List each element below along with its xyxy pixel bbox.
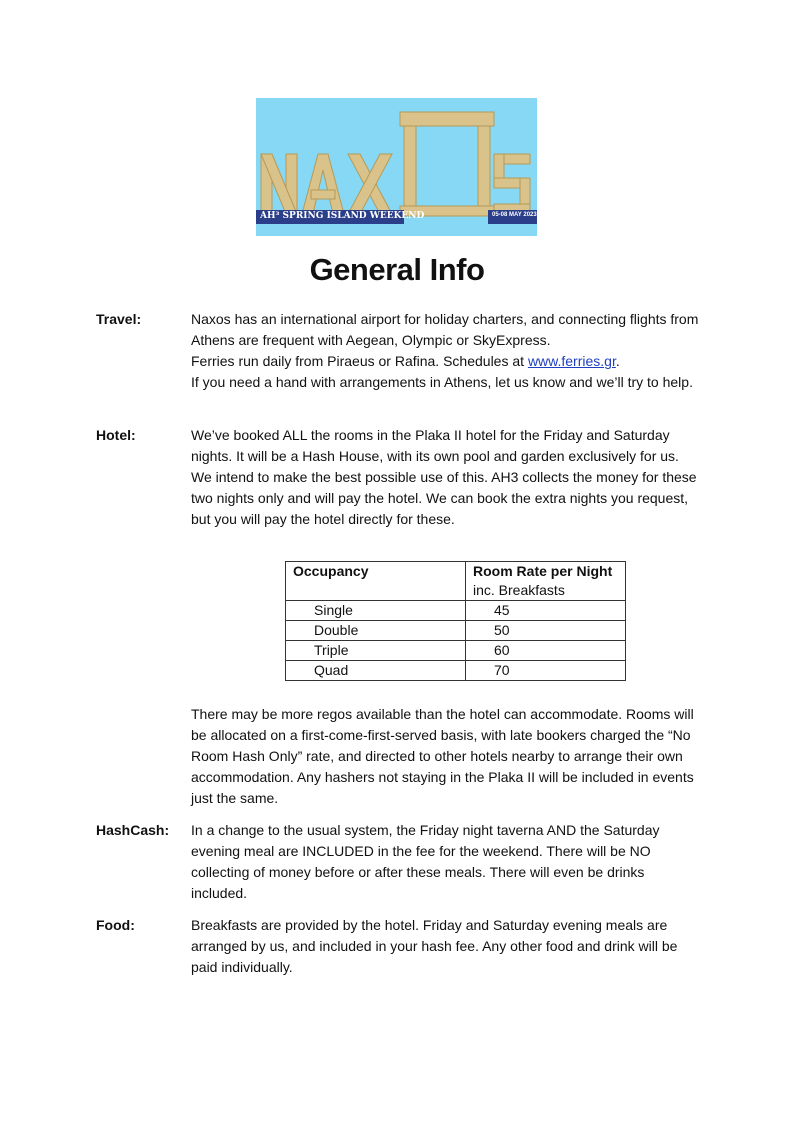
hotel-text: We’ve booked ALL the rooms in the Plaka II hotel for the Friday and Saturday nights. It will be a Hash House, with its own pool and garden exclusively for us. We intend to make the best possible use of this. AH3 collects the money for these two nights only and will pay the hotel. We can book the extra nights you request, but you will pay the hotel directly for these. — [191, 427, 697, 527]
occupancy-cell: Triple — [286, 641, 466, 661]
occupancy-cell: Single — [286, 601, 466, 621]
table-row — [286, 601, 626, 621]
page-title: General Info — [309, 252, 485, 287]
event-banner — [256, 98, 537, 236]
food-label: Food: — [96, 917, 135, 933]
hotel-body — [191, 425, 703, 530]
ferries-link[interactable]: www.ferries.gr — [527, 353, 616, 369]
hashcash-body — [191, 820, 703, 904]
rate-cell: 70 — [466, 661, 626, 681]
rate-header-cell — [466, 562, 626, 601]
travel-ferries-text — [191, 351, 703, 372]
occupancy-cell: Double — [286, 621, 466, 641]
rate-cell: 50 — [466, 621, 626, 641]
travel-help-text: If you need a hand with arrangements in Athens, let us know and we’ll try to help. — [191, 374, 693, 390]
hashcash-label: HashCash: — [96, 822, 170, 838]
travel-airport-text: Naxos has an international airport for holiday charters, and connecting flights from Athens are frequent with Aegean, Olympic or SkyExpress. — [191, 311, 699, 348]
rate-header: Room Rate per Night — [473, 563, 613, 579]
table-row — [286, 641, 626, 661]
ferries-suffix: . — [615, 353, 620, 369]
allocation-paragraph: There may be more regos available than the hotel can accommodate. Rooms will be allocated on a first-come-first-served basis, with late bookers charged the “No Room Hash Only” rate, and directed to other hotels nearby to arrange their own accommodation. Any hashers not staying in the Plaka II will be included in events just the same. — [191, 706, 694, 806]
table-header-row — [286, 562, 626, 601]
hotel-allocation-text — [191, 704, 703, 809]
hashcash-text: In a change to the usual system, the Friday night taverna AND the Saturday evening meal are INCLUDED in the fee for the weekend. There will be NO collecting of money before or after these meals. There will even be drinks included. — [191, 822, 660, 901]
food-body — [191, 915, 703, 978]
rate-header-sub: inc. Breakfasts — [473, 582, 565, 598]
rate-cell: 45 — [466, 601, 626, 621]
occupancy-header: Occupancy — [286, 562, 466, 601]
ferries-text: Ferries run daily from Piraeus or Rafina. Schedules at — [191, 353, 528, 369]
table-row — [286, 621, 626, 641]
event-dates: 05-08 MAY 2023 — [492, 212, 537, 218]
table-row — [286, 661, 626, 681]
rate-cell: 60 — [466, 641, 626, 661]
food-text: Breakfasts are provided by the hotel. Friday and Saturday evening meals are arranged by us, and included in your hash fee. Any other food and drink will be paid individually. — [191, 917, 678, 975]
event-name: AH³ SPRING ISLAND WEEKEND — [260, 211, 425, 221]
room-rates-table — [285, 561, 626, 681]
occupancy-cell: Quad — [286, 661, 466, 681]
travel-body — [191, 309, 703, 393]
travel-label: Travel: — [96, 311, 142, 327]
hotel-label: Hotel: — [96, 427, 136, 443]
